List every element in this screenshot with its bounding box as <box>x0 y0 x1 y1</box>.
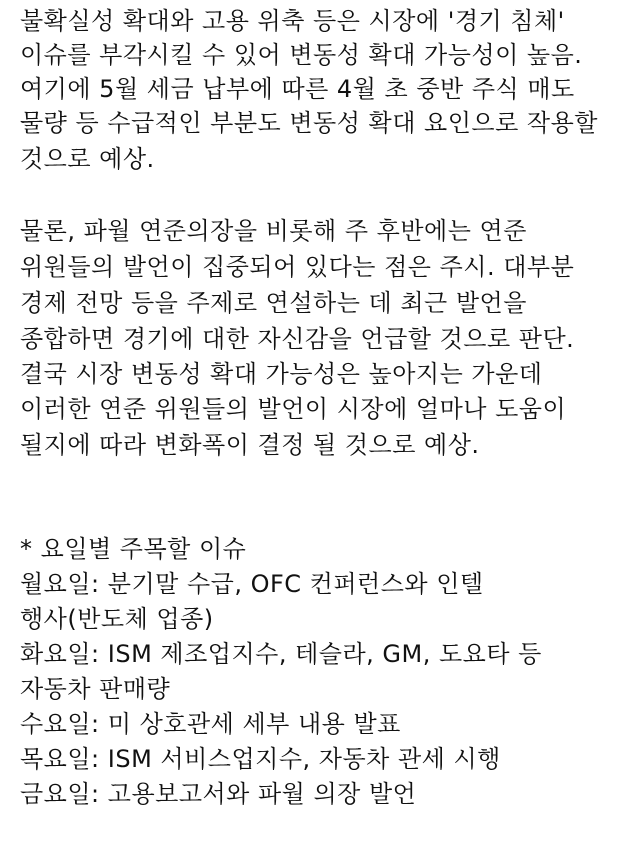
paragraph-2-line: 물론, 파월 연준의장을 비롯해 주 후반에는 연준 <box>20 217 527 245</box>
paragraph-1-line: 이슈를 부각시킬 수 있어 변동성 확대 가능성이 높음. <box>20 41 583 69</box>
issue-line: 수요일: 미 상호관세 세부 내용 발표 <box>20 710 401 738</box>
paragraph-2-line: 종합하면 경기에 대한 자신감을 언급할 것으로 판단. <box>20 325 575 353</box>
paragraph-2-line: 경제 전망 등을 주제로 연설하는 데 최근 발언을 <box>20 289 527 317</box>
paragraph-1-line: 물량 등 수급적인 부분도 변동성 확대 요인으로 작용할 <box>20 109 598 137</box>
paragraph-1-line: 여기에 5월 세금 납부에 따른 4월 초 중반 주식 매도 <box>20 75 575 103</box>
issue-line: 화요일: ISM 제조업지수, 테슬라, GM, 도요타 등 <box>20 640 542 668</box>
issue-line: 행사(반도체 업종) <box>20 605 214 633</box>
issue-line: 금요일: 고용보고서와 파월 의장 발언 <box>20 780 417 808</box>
paragraph-1-line: 것으로 예상. <box>20 145 155 173</box>
paragraph-2-line: 위원들의 발언이 집중되어 있다는 점은 주시. 대부분 <box>20 253 575 281</box>
issue-line: 월요일: 분기말 수급, OFC 컨퍼런스와 인텔 <box>20 570 484 598</box>
paragraph-2-line: 이러한 연준 위원들의 발언이 시장에 얼마나 도움이 <box>20 395 567 423</box>
paragraph-2-line: 될지에 따라 변화폭이 결정 될 것으로 예상. <box>20 431 480 459</box>
issue-line: 목요일: ISM 서비스업지수, 자동차 관세 시행 <box>20 745 501 773</box>
issues-heading: * 요일별 주목할 이슈 <box>20 535 247 563</box>
paragraph-2-line: 결국 시장 변동성 확대 가능성은 높아지는 가운데 <box>20 360 543 388</box>
paragraph-1-line: 불확실성 확대와 고용 위축 등은 시장에 '경기 침체' <box>20 7 565 35</box>
issue-line: 자동차 판매량 <box>20 675 171 703</box>
